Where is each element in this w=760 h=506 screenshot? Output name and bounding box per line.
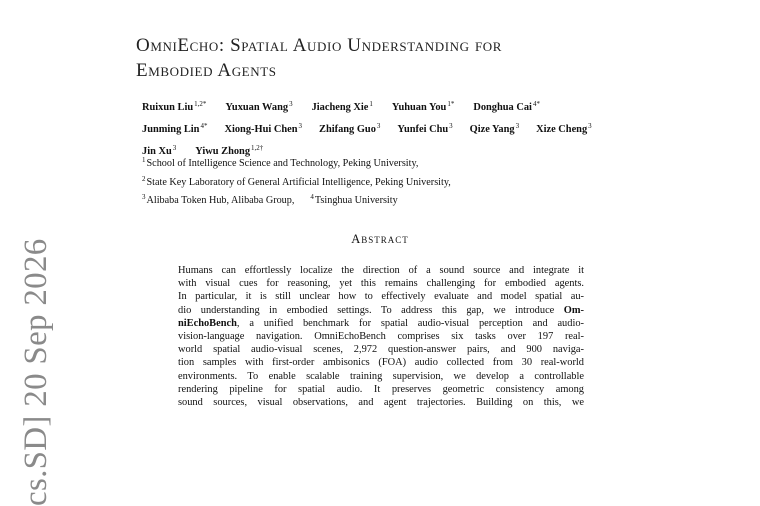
author: Ruixun Liu$^{1,2*}$ (142, 100, 207, 113)
arxiv-side-identifier: cs.SD] 20 Sep 2026 (18, 238, 54, 506)
abstract-heading: Abstract (351, 232, 409, 246)
paper-title (136, 33, 696, 83)
abstract-body (178, 264, 584, 409)
abstract-line: niEchoBench, a unified benchmark for spatial audio-visual perception and audio- (178, 317, 584, 329)
abstract-line: world spatial audio-visual scenes, 2,972 question-answer pairs, and 900 naviga- (178, 344, 584, 356)
author-row (142, 95, 722, 117)
author: Donghua Cai$^{4*}$ (473, 100, 540, 113)
author: Junming Lin$^{4*}$ (142, 122, 208, 135)
affiliation: $^2$State Key Laboratory of General Artificial Intelligence, Peking University, (142, 174, 451, 188)
author: Xiong-Hui Chen$^3$ (224, 122, 303, 135)
affiliation: $^3$Alibaba Token Hub, Alibaba Group, $^4$Tsinghua University (142, 193, 398, 206)
abstract-line: environments. To enable scalable training supervision, we develop a controllable (178, 370, 584, 382)
abstract-line: In particular, it is still unclear how to effectively evaluate and model spatial au- (178, 291, 584, 303)
author-list (142, 95, 722, 161)
abstract-line: tion samples with first-order ambisonics (FOA) audio collected from 30 real-world (178, 357, 584, 369)
abstract-line: vision-language navigation. OmniEchoBench comprises six tasks over 197 real- (178, 331, 584, 343)
abstract-line: sound sources, visual observations, and agent trajectories. Building on this, we (178, 397, 584, 409)
author: Qize Yang$^3$ (469, 122, 520, 135)
affiliation: $^1$School of Intelligence Science and Technology, Peking University, (142, 156, 419, 169)
author: Jin Xu$^3$ (142, 144, 177, 157)
affiliation-list (142, 153, 702, 209)
author-row (142, 117, 722, 139)
author: Xize Cheng$^3$ (536, 122, 592, 135)
abstract-line: rendering pipeline for spatial audio. It preserves geometric consistency among (178, 383, 584, 395)
author: Yunfei Chu$^3$ (397, 122, 453, 135)
author: Yuxuan Wang$^3$ (225, 100, 293, 113)
author: Yiwu Zhong$^{1,2\dagger}$ (195, 144, 264, 157)
title-line-2: Embodied Agents (136, 60, 277, 81)
abstract-line: with visual cues for reasoning, yet this remains challenging for embodied agents. (178, 278, 584, 290)
author: Yuhuan You$^{1*}$ (391, 100, 455, 113)
author: Jiacheng Xie$^1$ (311, 100, 373, 113)
abstract-line: dio understanding in embodied settings. To address this gap, we introduce Om- (178, 304, 584, 316)
author: Zhifang Guo$^3$ (319, 122, 381, 135)
title-line-1: OmniEcho: Spatial Audio Understanding for (136, 35, 503, 56)
abstract-line: Humans can effortlessly localize the direction of a sound source and integrate it (178, 265, 584, 276)
